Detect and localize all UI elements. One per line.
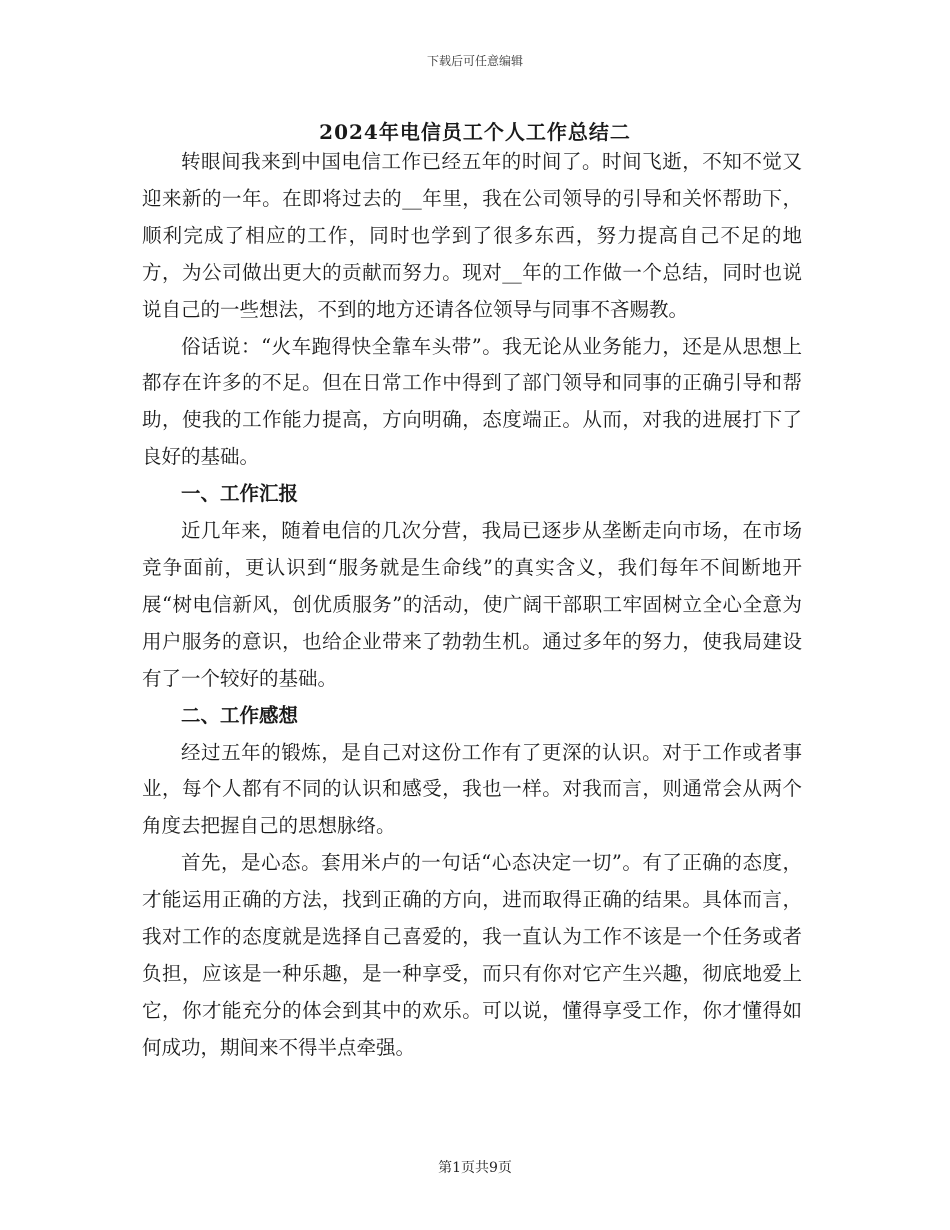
page-header-note: 下载后可任意编辑 — [426, 54, 523, 68]
section-heading-work-thoughts: 二、工作感想 — [181, 703, 299, 727]
paragraph-attitude: 首先，是心态。套用米卢的一句话“心态决定一切”。有了正确的态度，才能运用正确的方法，找到正确的方向，进而取得正确的结果。具体而言，我对工作的态度就是选择自己喜爱的，我一直认为工作不该是一个任务或者负担，应该是一种乐趣，是一种享受，而只有你对它产生兴趣，彻底地爱上它，你才能充分的体会到其中的欢乐。可以说，懂得享受工作，你才懂得如何成功，期间来不得半点牵强。 — [142, 851, 802, 1059]
paragraph-intro: 转眼间我来到中国电信工作已经五年的时间了。时间飞逝，不知不觉又迎来新的一年。在即将过去的__年里，我在公司领导的引导和关怀帮助下，顺利完成了相应的工作，同时也学到了很多东西，努力提高自己不足的地方，为公司做出更大的贡献而努力。现对__年的工作做一个总结，同时也说说自己的一些想法，不到的地方还请各位领导与同事不吝赐教。 — [142, 150, 802, 321]
section-heading-work-report: 一、工作汇报 — [181, 482, 299, 506]
paragraph-work-thoughts: 经过五年的锻炼，是自己对这份工作有了更深的认识。对于工作或者事业，每个人都有不同的认识和感受，我也一样。对我而言，则通常会从两个角度去把握自己的思想脉络。 — [142, 740, 802, 838]
document-body — [142, 144, 802, 1067]
page-number-footer: 第1页共9页 — [438, 1160, 512, 1176]
paragraph-proverb: 俗话说：“火车跑得快全靠车头带”。我无论从业务能力，还是从思想上都存在许多的不足。但在日常工作中得到了部门领导和同事的正确引导和帮助，使我的工作能力提高，方向明确，态度端正。从而，对我的进展打下了良好的基础。 — [142, 334, 802, 469]
paragraph-work-report: 近几年来，随着电信的几次分营，我局已逐步从垄断走向市场，在市场竞争面前，更认识到“服务就是生命线”的真实含义，我们每年不间断地开展“树电信新风，创优质服务”的活动，使广阔干部职工牢固树立全心全意为用户服务的意识，也给企业带来了勃勃生机。通过多年的努力，使我局建设有了一个较好的基础。 — [142, 519, 802, 690]
document-title: 2024年电信员工个人工作总结二 — [319, 120, 631, 144]
